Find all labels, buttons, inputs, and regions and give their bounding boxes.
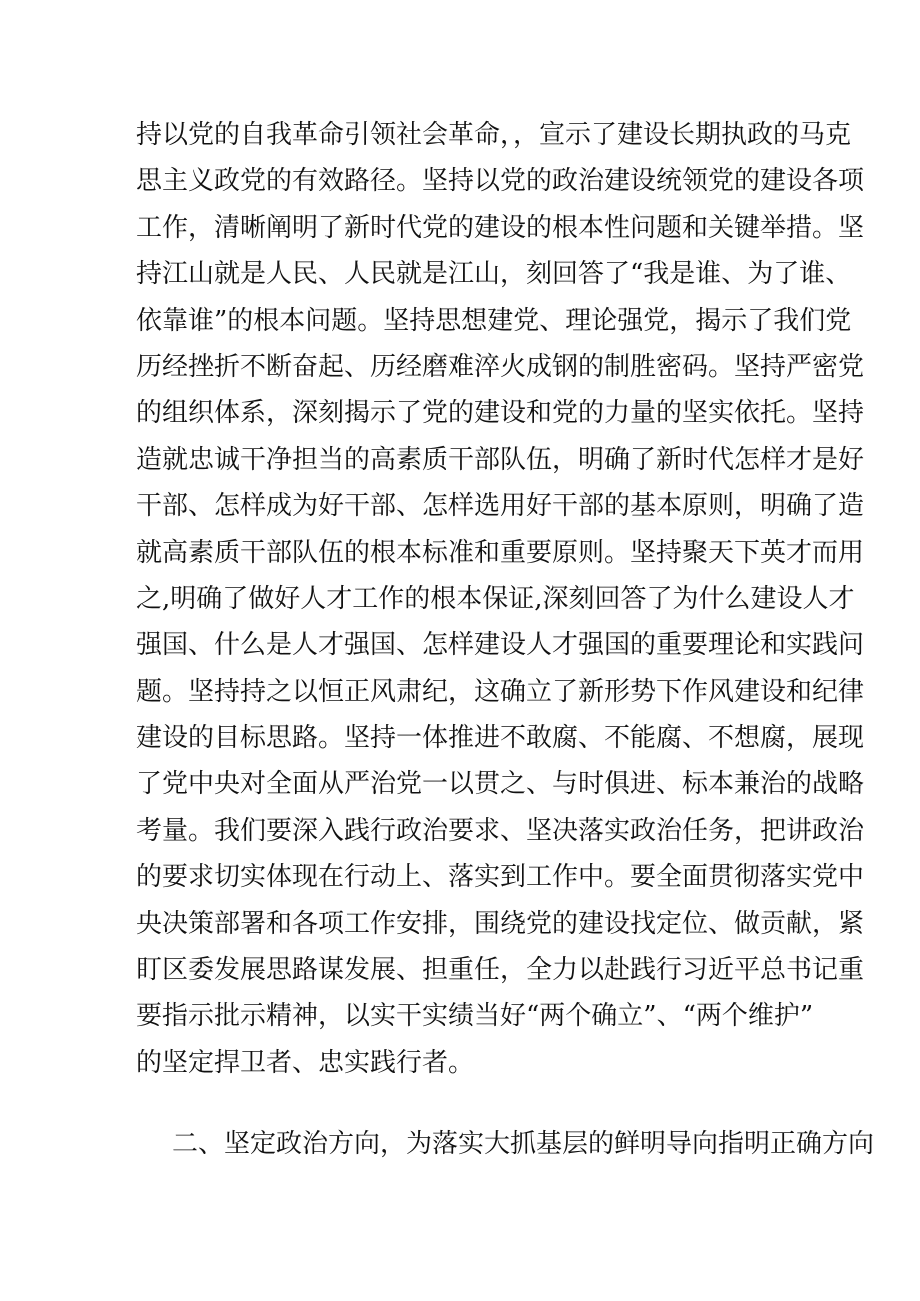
paragraph-line: 的坚定捍卫者、忠实践行者。 <box>136 1047 475 1078</box>
paragraph-line: 工作，清晰阐明了新时代党的建设的根本性问题和关键举措。坚 <box>136 212 865 243</box>
paragraph-line: 持江山就是人民、人民就是江山，刻回答了“我是谁、为了谁、 <box>136 259 852 290</box>
paragraph-line: 持以党的自我革命引领社会革命，，宣示了建设长期执政的马克 <box>136 120 852 150</box>
paragraph-line: 就高素质干部队伍的根本标准和重要原则。坚持聚天下英才而用 <box>136 537 865 568</box>
paragraph-line: 历经挫折不断奋起、历经磨难淬火成钢的制胜密码。坚持严密党 <box>136 351 865 382</box>
paragraph-line: 依靠谁”的根本问题。坚持思想建党、理论强党，揭示了我们党 <box>136 305 852 336</box>
paragraph-line: 强国、什么是人才强国、怎样建设人才强国的重要理论和实践问 <box>136 630 865 661</box>
paragraph-line: 建设的目标思路。坚持一体推进不敢腐、不能腐、不想腐，展现 <box>136 723 865 754</box>
paragraph-line: 要指示批示精神，以实干实绩当好“两个确立”、“两个维护” <box>136 1001 814 1032</box>
paragraph-line: 考量。我们要深入践行政治要求、坚决落实政治任务，把讲政治 <box>136 815 865 846</box>
paragraph-line: 造就忠诚干净担当的高素质干部队伍，明确了新时代怎样才是好 <box>136 444 865 475</box>
section-heading: 二、坚定政治方向，为落实大抓基层的鲜明导向指明正确方向 <box>172 1129 875 1159</box>
paragraph-line: 之,明确了做好人才工作的根本保证,深刻回答了为什么建设人才 <box>136 583 855 614</box>
paragraph-line: 了党中央对全面从严治党一以贯之、与时俱进、标本兼治的战略 <box>136 769 865 800</box>
body-paragraph <box>136 112 865 1086</box>
paragraph-line: 央决策部署和各项工作安排，围绕党的建设找定位、做贡献，紧 <box>136 908 865 939</box>
paragraph-line: 盯区委发展思路谋发展、担重任，全力以赴践行习近平总书记重 <box>136 955 865 986</box>
paragraph-line: 的要求切实体现在行动上、落实到工作中。要全面贯彻落实党中 <box>136 862 865 893</box>
paragraph-line: 的组织体系，深刻揭示了党的建设和党的力量的坚实依托。坚持 <box>136 398 865 429</box>
paragraph-line: 干部、怎样成为好干部、怎样选用好干部的基本原则，明确了造 <box>136 491 865 522</box>
paragraph-line: 思主义政党的有效路径。坚持以党的政治建设统领党的建设各项 <box>136 166 865 197</box>
paragraph-line: 题。坚持持之以恒正风肃纪，这确立了新形势下作风建设和纪律 <box>136 676 865 707</box>
